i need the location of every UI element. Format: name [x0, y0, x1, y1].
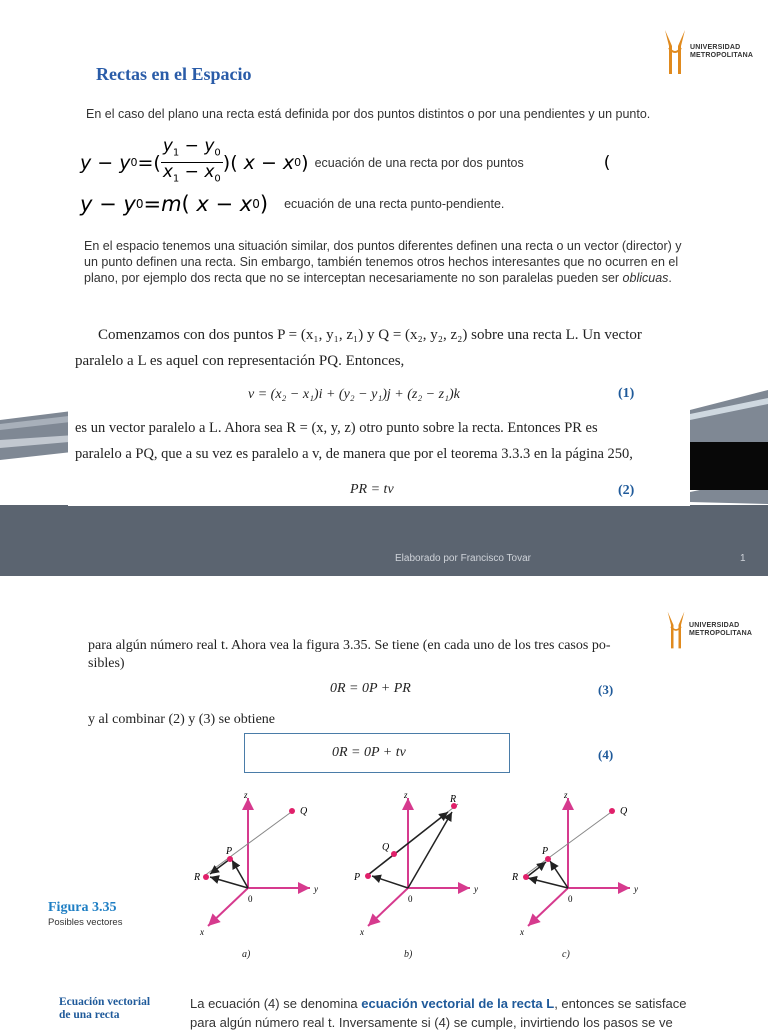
- vector-equation-term: ecuación vectorial de la recta L: [361, 996, 555, 1011]
- svg-text:R: R: [194, 872, 201, 883]
- book-line-5: para algún número real t. Ahora vea la figura 3.35. Se tiene (en cada uno de los tres casos po-: [88, 638, 611, 653]
- oblique-term: oblicuas: [622, 271, 669, 285]
- svg-text:z: z: [564, 790, 568, 800]
- slide-2: [0, 590, 768, 1030]
- svg-text:y: y: [474, 884, 478, 894]
- logo-line-2: METROPOLITANA: [690, 52, 754, 59]
- book-equation-3: 0R = 0P + PR: [330, 681, 411, 696]
- logo-emblem-icon: [663, 30, 687, 74]
- intro-text: En el caso del plano una recta está definida por dos puntos distintos o por una pendientes y un punto.: [86, 107, 651, 121]
- figure-caption: [48, 900, 122, 928]
- book-line-2: paralelo a L es aquel con representación PQ. Entonces,: [75, 353, 405, 369]
- equation-point-slope-label: ecuación de una recta punto-pendiente.: [284, 197, 505, 211]
- body-text-1: La ecuación (4) se denomina: [190, 996, 362, 1011]
- book-line-4: paralelo a PQ, que a su vez es paralelo a v, de manera que por el teorema 3.3.3 en la página 250,: [75, 446, 633, 462]
- vector-equation-line-1: [190, 994, 750, 1013]
- figure-label-c: c): [562, 949, 570, 960]
- footer-band: [0, 505, 768, 576]
- figure-subtitle: Posibles vectores: [48, 917, 123, 928]
- book-line-3: es un vector paralelo a L. Ahora sea R = (x, y, z) otro punto sobre la recta. Entonces PR es: [75, 420, 598, 436]
- svg-text:x: x: [520, 927, 524, 937]
- side-heading-line-2: de una recta: [59, 1009, 120, 1021]
- stray-paren: (: [603, 152, 611, 173]
- svg-text:x: x: [360, 927, 364, 937]
- page-number: 1: [740, 553, 746, 564]
- book-equation-2-number: (2): [618, 483, 635, 498]
- equation-two-points: y − y 0 =( $\frac{y_1 - y_0}{x_1 - x_0}$ )( x − x 0 ) ecuación de una recta por dos puntos (: [80, 137, 610, 189]
- diagram-b: [353, 790, 478, 937]
- svg-text:0: 0: [568, 894, 573, 904]
- book-line-1: Comenzamos con dos puntos P = (x₁, y₁, z₁) y Q = (x₂, y₂, z₂) sobre una recta L. Un vector: [98, 327, 642, 343]
- book-equation-2: PR = tv: [350, 482, 394, 497]
- svg-text:y: y: [634, 884, 638, 894]
- footer-author: Elaborado por Francisco Tovar: [395, 553, 531, 564]
- space-paragraph: [84, 238, 694, 286]
- svg-text:P: P: [354, 872, 361, 883]
- diagram-c: [511, 790, 638, 937]
- svg-text:z: z: [404, 790, 408, 800]
- figure-3-35-diagrams: [190, 790, 650, 968]
- vector-equation-text: [190, 994, 750, 1032]
- svg-text:0: 0: [248, 894, 253, 904]
- body-text-2: , entonces se satisface: [554, 996, 687, 1011]
- svg-text:P: P: [226, 846, 233, 857]
- space-paragraph-text: En el espacio tenemos una situación similar, dos puntos diferentes definen una recta o un vector (director) y un punto definen una recta. Sin embargo, también tenemos otros hechos interesantes que no ocurren en el plano, por ejemplo dos recta que no se interceptan necesariamente no son paralelas pueden ser: [84, 239, 682, 285]
- decorative-black-bar: [688, 442, 768, 490]
- logo-text: [689, 622, 752, 638]
- side-heading-line-1: Ecuación vectorial: [59, 996, 151, 1008]
- side-heading: [59, 996, 150, 1022]
- figure-label-a: a): [242, 949, 251, 960]
- figure-label-b: b): [404, 949, 413, 960]
- book-excerpt-box: [68, 318, 690, 506]
- svg-text:0: 0: [408, 894, 413, 904]
- svg-text:Q: Q: [620, 806, 628, 817]
- svg-text:x: x: [200, 927, 204, 937]
- svg-text:y: y: [314, 884, 318, 894]
- page-title: Rectas en el Espacio: [96, 64, 252, 84]
- vector-equation-line-2: para algún número real t. Inversamente si (4) se cumple, invirtiendo los pasos se ve: [190, 1015, 673, 1030]
- svg-text:z: z: [244, 790, 248, 800]
- book-line-6: sibles): [88, 656, 125, 671]
- university-logo: [663, 30, 753, 74]
- logo-line-2: METROPOLITANA: [689, 630, 753, 637]
- figure-title: Figura 3.35: [48, 900, 117, 915]
- svg-text:R: R: [450, 794, 457, 805]
- logo-line-1: UNIVERSIDAD: [690, 44, 741, 51]
- university-logo-2: [666, 610, 752, 650]
- equation-point-slope: y − y 0 =m( x − x 0 ) ecuación de una recta punto-pendiente.: [80, 192, 505, 216]
- slope-fraction: $\frac{y_1 - y_0}{x_1 - x_0}$: [162, 136, 221, 185]
- book-equation-1-number: (1): [618, 386, 635, 401]
- book-equation-4-number: (4): [598, 747, 614, 762]
- book-line-7: y al combinar (2) y (3) se obtiene: [88, 712, 275, 727]
- logo-text: [690, 44, 753, 60]
- svg-text:R: R: [512, 872, 519, 883]
- diagram-a: [193, 790, 318, 937]
- logo-line-1: UNIVERSIDAD: [689, 622, 740, 629]
- svg-text:P: P: [542, 846, 549, 857]
- logo-emblem-icon: [666, 610, 686, 650]
- equation-two-points-label: ecuación de una recta por dos puntos: [314, 155, 524, 170]
- book-equation-4: 0R = 0P + tv: [332, 745, 406, 760]
- book-equation-1: v = (x₂ − x₁)i + (y₂ − y₁)j + (z₂ − z₁)k: [248, 387, 460, 402]
- book-equation-3-number: (3): [598, 682, 614, 697]
- svg-text:Q: Q: [300, 806, 308, 817]
- svg-text:Q: Q: [382, 842, 390, 853]
- paragraph-end: .: [668, 271, 672, 285]
